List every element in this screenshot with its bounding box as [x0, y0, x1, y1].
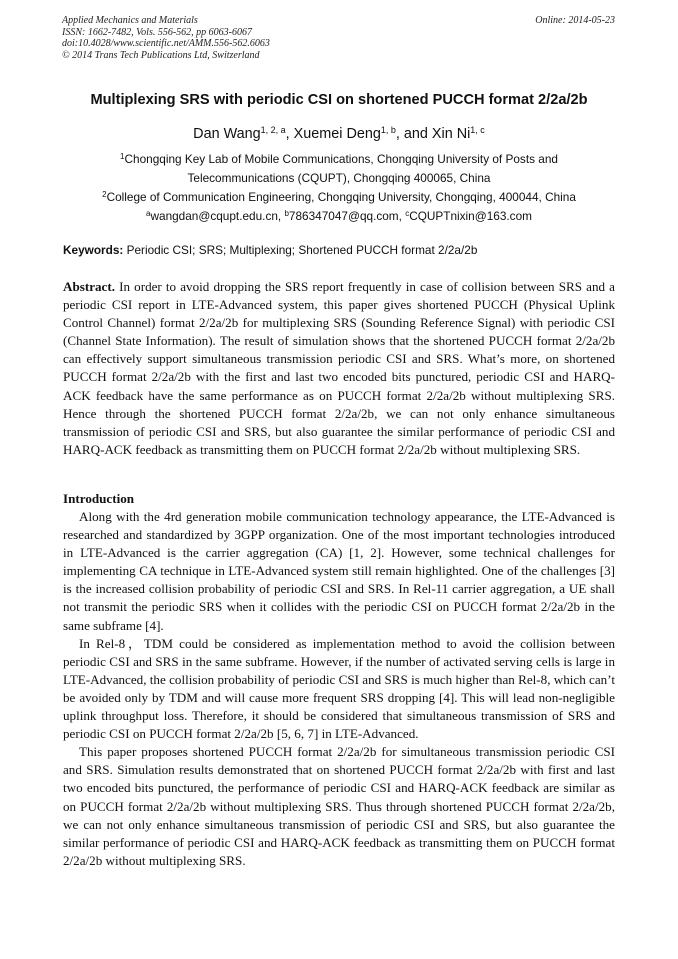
affiliation-text: Chongqing Key Lab of Mobile Communications, Chongqing University of Posts and: [124, 152, 558, 166]
author-affiliation-marker: 1, 2, a: [260, 125, 286, 135]
affiliation-2: [40, 188, 638, 207]
keywords-label: Keywords:: [63, 243, 124, 257]
issn-line: ISSN: 1662-7482, Vols. 556-562, pp 6063-6067: [62, 26, 252, 38]
journal-name: Applied Mechanics and Materials: [62, 15, 198, 26]
introduction-paragraph: In Rel-8，TDM could be considered as implementation method to avoid the collision between periodic CSI and SRS in the same subframe. However, if the number of activated serving cells is large in LTE-Advanced, the collision probability of periodic CSI and SRS is much higher than Rel-8, which can’t be avoided only by TDM and will cause more frequent SRS dropping [4]. This will lead non-negligible uplink throughput loss. Therefore, it should be considered that simultaneous transmission of SRS and periodic CSI on PUCCH format 2/2a/2b [5, 6, 7] in LTE-Advanced.: [63, 635, 615, 742]
introduction-paragraph: Along with the 4rd generation mobile communication technology appearance, the LTE-Advanced is researched and standardized by 3GPP organization. One of the most important technologies introduced in LTE-Advanced is the carrier aggregation (CA) [1, 2]. However, some technical challenges for implementing CA technique in LTE-Advanced system still remain highlighted. One of the challenges [3] is the increased collision probability of periodic CSI and SRS. In Rel-11 carrier aggregation, a UE shall not transmit the periodic SRS when it collides with the periodic CSI on PUCCH format 2/2a/2b in the same subframe [4].: [63, 509, 615, 633]
affiliation-marker: 1: [120, 152, 125, 161]
paper-title: Multiplexing SRS with periodic CSI on shortened PUCCH format 2/2a/2b: [90, 92, 588, 108]
author-affiliation-marker: 1, c: [470, 125, 485, 135]
doi-line: doi:10.4028/www.scientific.net/AMM.556-562.6063: [62, 38, 270, 49]
author-list: [40, 124, 638, 144]
email-address: wangdan@cqupt.edu.cn,: [150, 209, 285, 223]
online-date: Online: 2014-05-23: [535, 15, 615, 26]
author-separator: , and: [395, 126, 432, 142]
introduction-paragraph: This paper proposes shortened PUCCH format 2/2a/2b for simultaneous transmission periodic CSI and SRS. Simulation results demonstrated that on shortened PUCCH format 2/2a/2b with first and last two encoded bits punctured, the performance of periodic CSI and HARQ-ACK feedback are similar as on PUCCH format 2/2a/2b without multiplexing SRS. Thus through shortened PUCCH format 2/2a/2b, we can not only enhance simultaneous transmission of periodic CSI and SRS, but also guarantee the similar performance of periodic CSI and HARQ-ACK feedback as transmitting them on PUCCH format 2/2a/2b without multiplexing SRS.: [63, 744, 615, 868]
affiliation-text: College of Communication Engineering, Chongqing University, Chongqing, 400044, China: [106, 190, 576, 204]
affiliation-marker: 2: [102, 190, 107, 199]
abstract: [63, 278, 615, 459]
email-marker: b: [284, 209, 289, 218]
keywords-line: [63, 242, 615, 258]
email-marker: c: [405, 209, 410, 218]
affiliation-1: [40, 150, 638, 169]
affiliations: [40, 150, 638, 226]
author-emails: [40, 207, 638, 226]
introduction-body: [63, 508, 615, 870]
author-name: Dan Wang: [193, 126, 261, 142]
email-marker: a: [146, 209, 151, 218]
email-address: CQUPTnixin@163.com: [409, 209, 532, 223]
abstract-text: In order to avoid dropping the SRS report frequently in case of collision between SRS and a periodic CSI report in LTE-Advanced system, this paper gives shortened PUCCH (Physical Uplink Control Channel) format 2/2a/2b for multiplexing SRS (Sounding Reference Signal) with periodic CSI (Channel State Information). The result of simulation shows that the shortened PUCCH format 2/2a/2b can effectively support simultaneous transmission periodic CSI and SRS. What’s more, on shortened PUCCH format 2/2a/2b with the first and last two encoded bits punctured, periodic CSI and HARQ-ACK feedback have the same performance as on PUCCH format 2/2a/2b without multiplexing SRS. Hence through the shortened PUCCH format 2/2a/2b, we can not only enhance simultaneous transmission of periodic CSI and SRS, but also guarantee the similar performance of periodic CSI and HARQ-ACK feedback as transmitting them on PUCCH format 2/2a/2b without multiplexing SRS.: [63, 279, 615, 457]
copyright-line: © 2014 Trans Tech Publications Ltd, Switzerland: [62, 49, 260, 61]
journal-header: [62, 15, 392, 61]
email-address: 786347047@qq.com,: [288, 209, 406, 223]
author-separator: ,: [285, 126, 294, 142]
author-affiliation-marker: 1, b: [380, 125, 396, 135]
author-name: Xuemei Deng: [293, 126, 381, 142]
keywords-text: Periodic CSI; SRS; Multiplexing; Shortened PUCCH format 2/2a/2b: [123, 243, 478, 257]
abstract-label: Abstract.: [63, 279, 115, 294]
author-name: Xin Ni: [431, 126, 471, 142]
section-heading-introduction: Introduction: [63, 491, 135, 506]
affiliation-1-continued: Telecommunications (CQUPT), Chongqing 400065, China: [187, 171, 491, 185]
